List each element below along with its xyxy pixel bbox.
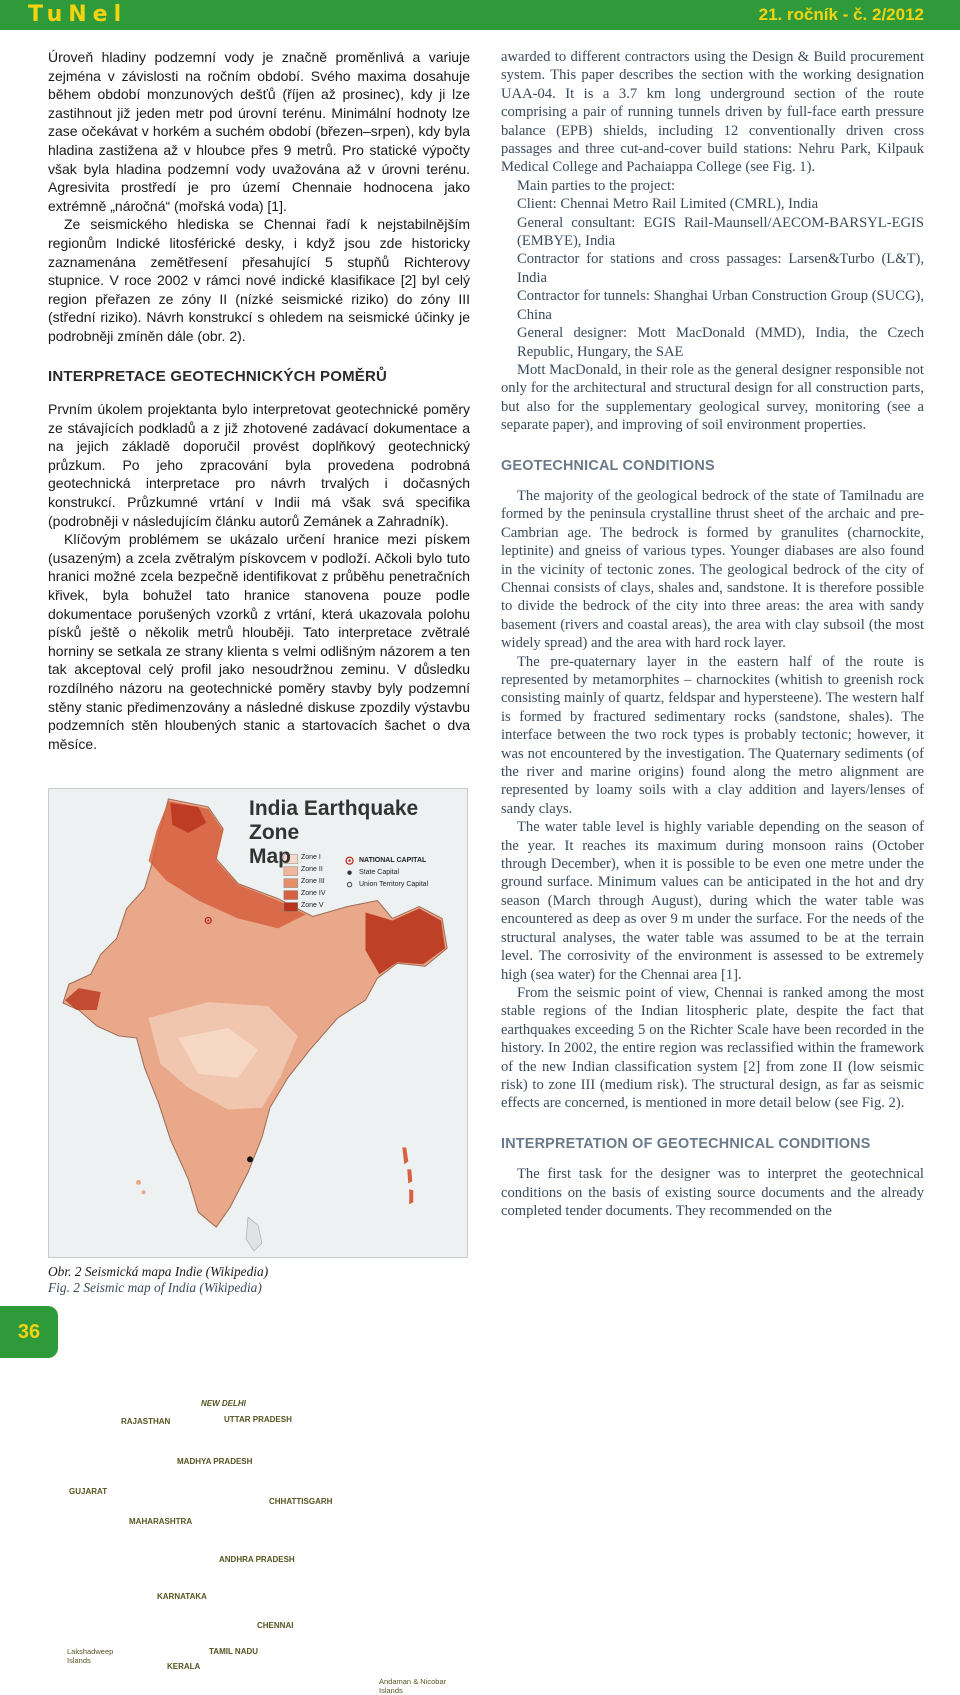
legend-state-capital: State Capital xyxy=(359,869,400,876)
label-uttar-pradesh: UTTAR PRADESH xyxy=(224,1415,292,1424)
section-heading: INTERPRETATION OF GEOTECHNICAL CONDITIONS xyxy=(501,1135,871,1152)
caption-english: Fig. 2 Seismic map of India (Wikipedia) xyxy=(48,1280,262,1295)
label-gujarat: GUJARAT xyxy=(69,1487,108,1496)
tunel-logo: TuNel xyxy=(28,2,128,27)
label-lakshadweep: Lakshadweep Islands xyxy=(67,1647,114,1665)
party-item: General consultant: EGIS Rail-Maunsell/AECOM-BARSYL-EGIS (EMBYE), India xyxy=(517,214,924,250)
paragraph: Ze seismického hlediska se Chennai řadí k nejstabilnějším regionům Indické litosférické desky, i když jsou zde historicky zaznamenána zemětřesení přesahující 5 stupňů Richterovy stupnice. V roce 2002 v rámci nové indické klasifikace [2] byl celý region přeřazen ze zóny II (nízké seismické riziko) do zóny III (střední riziko). Návrh konstrukcí s ohledem na seismické účinky je podrobněji zmíněn dále (obr. 2). xyxy=(48,216,470,344)
page-number: 36 xyxy=(0,1306,58,1358)
section-heading: GEOTECHNICAL CONDITIONS xyxy=(501,457,715,474)
right-column xyxy=(501,48,924,1220)
paragraph: From the seismic point of view, Chennai is ranked among the most stable regions of the Indian litospheric plate, despite the fact that earthquakes exceeding 5 on the Richter Scale have been recorded in the history. In 2002, the entire region was reclassified within the framework of the new Indian classification system [2] from zone II (low seismic risk) to zone III (medium risk). The structural design, as far as seismic effects are concerned, is mentioned in more detail below (see Fig. 2). xyxy=(501,984,924,1112)
paragraph: Mott MacDonald, in their role as the general designer responsible not only for the architectural and structural design for all construction parts, but also for the supplementary geological survey, monitoring (see a separate paper), and improving of soil environment properties. xyxy=(501,361,924,434)
legend-ut-capital: Union Territory Capital xyxy=(359,881,429,888)
legend-zone-label: Zone III xyxy=(301,878,325,885)
paragraph: The pre-quaternary layer in the eastern half of the route is represented by metamorphites – charnockites (whitish to greenish rock consisting mainly of quartz, feldspar and hypersteene). The western half is formed by fractured sedimentary rocks (sandstone, shales). The interface between the two rock types is probably tectonic; however, it was not encountered by the investigation. The Quaternary sediments (of the river and marine origins) found along the metro alignment are represented by loamy soils with a clay addition and layers/lenses of sandy clays. xyxy=(501,653,924,817)
label-chhattisgarh: CHHATTISGARH xyxy=(269,1497,333,1506)
figure-caption xyxy=(48,1264,268,1296)
party-item: General designer: Mott MacDonald (MMD), India, the Czech Republic, Hungary, the SAE xyxy=(517,325,924,360)
label-rajasthan: RAJASTHAN xyxy=(121,1417,171,1426)
capital-legend-labels xyxy=(359,855,428,891)
party-item: Client: Chennai Metro Rail Limited (CMRL), India xyxy=(517,196,819,213)
map-title xyxy=(249,797,467,869)
label-chennai: CHENNAI xyxy=(257,1621,294,1630)
caption-czech: Obr. 2 Seismická mapa Indie (Wikipedia) xyxy=(48,1264,269,1279)
legend-zone-label: Zone I xyxy=(301,854,321,861)
label-maharashtra: MAHARASHTRA xyxy=(129,1517,193,1526)
map-title-line1: India Earthquake Zone xyxy=(249,797,419,844)
map-title-line2: Map xyxy=(249,845,291,868)
zone-legend-labels xyxy=(301,852,326,912)
label-karnataka: KARNATAKA xyxy=(157,1592,207,1601)
paragraph: Prvním úkolem projektanta bylo interpretovat geotechnické poměry ze stávajících podkladů a z již zhotovené zadávací dokumentace a na jejich základě doporučil provést doplňkový geotechnický průzkum. Po jeho zpracování byla provedena podrobná geotechnická interpretace pro návrh trvalých i dočasných konstrukcí. Průzkumné vrtání v Indii má však svá specifika (podrobněji v následujícím článku autorů Zemánek a Zahradník). xyxy=(48,401,470,529)
parties-intro: Main parties to the project: xyxy=(517,177,676,194)
page-header xyxy=(0,0,960,30)
legend-zone-label: Zone V xyxy=(301,902,324,909)
legend-national-capital: NATIONAL CAPITAL xyxy=(359,857,427,864)
party-item: Contractor for stations and cross passages: Larsen&Turbo (L&T), India xyxy=(517,251,924,286)
section-heading: INTERPRETACE GEOTECHNICKÝCH POMĚRŮ xyxy=(48,367,388,385)
paragraph: The majority of the geological bedrock of the state of Tamilnadu are formed by the peninsula crystalline thrust sheet of the archaic and pre-Cambrian age. The bedrock is formed by granulites (charnockite, leptinite) and gneiss of various types. Younger diabases are also found in the vicinity of tectonic zones. The geological bedrock of the city of Chennai consists of clays, shales and, sandstone. It is therefore possible to divide the bedrock of the city into three areas: the area with sandy basement (rivers and coastal areas), the area with clay subsoil (the most widely spread) and the area with hard rock layer. xyxy=(501,487,924,652)
issue-label: 21. ročník - č. 2/2012 xyxy=(758,5,924,24)
label-tamil-nadu: TAMIL NADU xyxy=(209,1647,259,1656)
legend-zone-label: Zone II xyxy=(301,866,323,873)
label-andhra-pradesh: ANDHRA PRADESH xyxy=(219,1555,295,1564)
paragraph: Klíčovým problémem se ukázalo určení hranice mezi pískem (usazeným) a zcela zvětralým pískovcem v podloží. Ačkoli bylo tuto hranici možné zcela bezpečně identifikovat z průběhu penetračních křivek, byla bohužel tato hranice stanovena pouze podle dokumentace porušených vzorků z vrtání, která ukazovala polohu písků ještě o několik metrů hlouběji. Tato interpretace zvětralé horniny se setkala ze strany klienta s velmi odlišným názorem a ten tak akceptoval celý profil jako nesoudržnou zeminu. V důsledku rozdílného názoru na geotechnické poměry stavby byly podzemní stěny stanic předimenzovány a následné diskuse zpozdily výstavbu podzemních stěn hloubených stanic a startovacích šachet o dva měsíce. xyxy=(48,531,470,752)
left-column xyxy=(48,48,470,753)
project-parties xyxy=(501,177,924,361)
paragraph: The first task for the designer was to interpret the geotechnical conditions on the basis of existing source documents and the already completed tender documents. They recommended on the xyxy=(501,1166,924,1219)
label-new-delhi: NEW DELHI xyxy=(201,1399,246,1408)
paragraph: Úroveň hladiny podzemní vody je značně proměnlivá a variuje zejména v závislosti na ročním období. Svého maxima dosahuje během období monzunových dešťů (říjen až prosinec), kdy ji lze zastihnout již jeden metr pod úrovní terénu. Minimální hodnoty lze zase očekávat v horkém a suchém období (březen–srpen), kdy byla hladina zastižena až v hloubce přes 9 metrů. Pro statické výpočty však byla hladina podzemní vody uvažována až v úrovni terénu. Agresivita prostředí je pro území Chennaie hodnocena jako extrémně „náročná“ (mořská voda) [1]. xyxy=(48,49,470,214)
legend-zone-label: Zone IV xyxy=(301,890,326,897)
label-andaman: Andaman & Nicobar Islands xyxy=(379,1677,447,1695)
paragraph: The water table level is highly variable depending on the season of the year. It reaches its maximum during monsoon rains (October through December), when it is possible to be even one metre under the ground surface. Minimum values can be anticipated in the hot and dry season (March through August), during which the water table was encountered as deep as over 9 m under the surface. For the needs of the structural analyses, the water table was assumed to be at the terrain level. The corrosivity of the environment is assessed to be extremely high (sea water) for the Chennai area [1]. xyxy=(501,819,924,983)
paragraph: awarded to different contractors using the Design & Build procurement system. This paper describes the section with the working designation UAA-04. It is a 3.7 km long underground section of the route comprising a pair of running tunnels driven by full-face earth pressure balance (EPB) shields, including 12 conventionally driven cross passages and three cut-and-cover build stations: Nehru Park, Kilpauk Medical College and Pachaiappa College (see Fig. 1). xyxy=(501,49,924,176)
label-madhya-pradesh: MADHYA PRADESH xyxy=(177,1457,253,1466)
label-kerala: KERALA xyxy=(167,1662,201,1671)
party-item: Contractor for tunnels: Shanghai Urban Construction Group (SUCG), China xyxy=(517,288,924,323)
